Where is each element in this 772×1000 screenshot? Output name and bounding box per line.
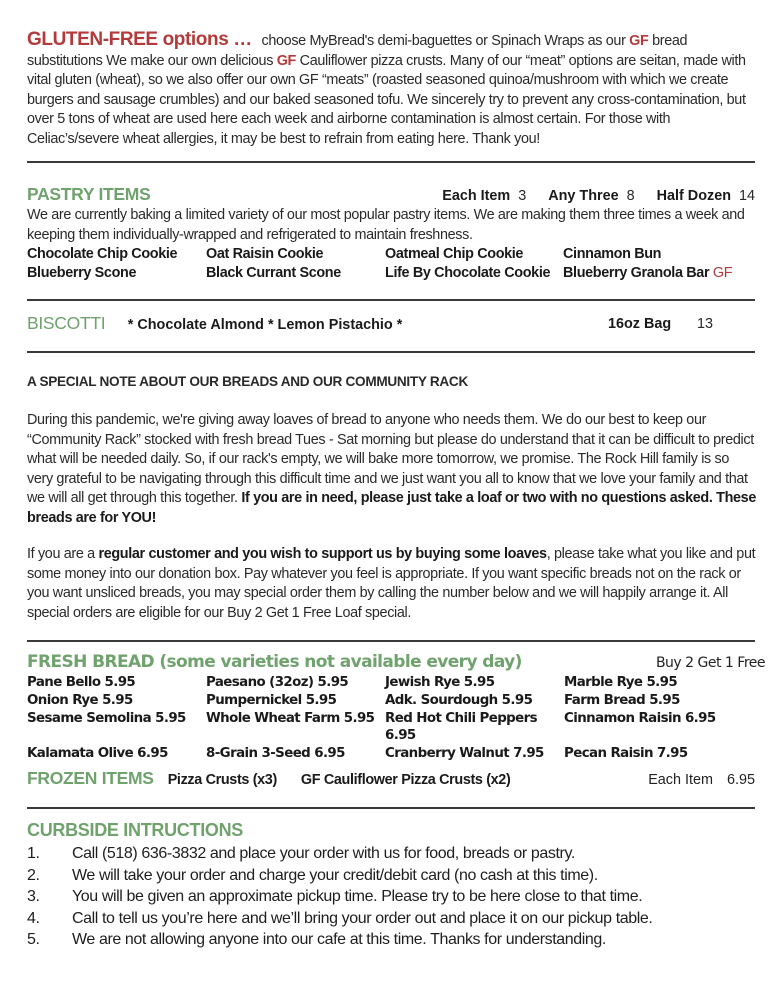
pastry-title: PASTRY ITEMS (27, 184, 151, 204)
curbside-step (27, 908, 757, 930)
bread-item: Cinnamon Raisin 6.95 (564, 710, 716, 726)
bread-item: Onion Rye 5.95 (27, 692, 133, 708)
note-bold: regular customer and you wish to support us by buying some loaves (98, 546, 547, 562)
curbside-step (27, 865, 757, 887)
curbside-step (27, 886, 757, 908)
bread-item: Adk. Sourdough 5.95 (385, 692, 533, 708)
bread-item: Sesame Semolina 5.95 (27, 710, 186, 726)
pastry-item-gf (563, 264, 755, 283)
bread-item: Whole Wheat Farm 5.95 (206, 710, 375, 726)
pastry-item: Blueberry Scone (27, 265, 137, 282)
gluten-free-text-2: bread substitutions We make our own delicious (27, 33, 688, 69)
step-number: 2. (27, 866, 40, 884)
bread-item-grid (27, 674, 755, 763)
frozen-item: GF Cauliflower Pizza Crusts (x2) (300, 772, 511, 788)
bread-item: 8-Grain 3-Seed 6.95 (206, 746, 345, 762)
step-number: 3. (27, 888, 40, 905)
pastry-item: Black Currant Scone (206, 265, 341, 282)
gluten-free-text-3: Cauliflower pizza crusts. Many of our “meat” options are seitan, made with vital gluten (wheat), so we also offer our own GF “meats” (roasted seasoned quinoa/mushroom with which we create burgers and sausage crumbles) and our baked seasoned tofu. We sincerely try to prevent any cross-contamination, but over 5 tons of wheat are used here each week and airborne contamination is almost certain. For those with Celiac’s/severe wheat allergies, it may be best to refrain from eating here. Thank you! (27, 52, 746, 147)
pastry-item: Blueberry Granola Bar (563, 265, 710, 282)
frozen-price-label: Each Item (648, 772, 713, 788)
frozen-price-value: 6.95 (726, 772, 755, 788)
pastry-item: Oatmeal Chip Cookie (385, 246, 524, 263)
step-text: Call to tell us you’re here and we’ll bring your order out and place it on our pickup table. (72, 909, 653, 927)
price-value: 14 (738, 188, 755, 204)
price-value: 8 (626, 188, 635, 204)
note-text: During this pandemic, we're giving away loaves of bread to anyone who needs them. We do our best to keep our “Community Rack” stocked with fresh bread Tues - Sat morning but please do understand that it can be difficult to predict what will be needed daily. So, if our rack's empty, we will bake more tomorrow, we promise. The Rock Hill family is so very grateful to be navigating through this difficult time and we just want you all to know that we love your family and that we will all get through this together. (27, 412, 754, 507)
step-number: 4. (27, 909, 40, 927)
fresh-bread-section (27, 652, 765, 763)
pastry-item: Cinnamon Bun (563, 246, 662, 263)
curbside-title: CURBSIDE INTRUCTIONS (27, 820, 244, 840)
note-text: If you are a (27, 546, 95, 562)
bread-item: Kalamata Olive 6.95 (27, 746, 168, 762)
bread-item: Pecan Raisin 7.95 (564, 746, 688, 762)
community-rack-title: A SPECIAL NOTE ABOUT OUR BREADS AND OUR COMMUNITY RACK (27, 374, 468, 389)
divider (27, 161, 755, 163)
pastry-item: Oat Raisin Cookie (206, 246, 324, 263)
bread-item: Pane Bello 5.95 (27, 675, 136, 690)
note-bold: If you are in need, please just take a loaf or two with no questions asked. These breads are for YOU! (27, 490, 756, 526)
curbside-section (27, 820, 757, 951)
divider (27, 640, 755, 642)
gf-tag: GF (629, 33, 649, 49)
pastry-description: We are currently baking a limited variety of our most popular pastry items. We are making them three times a week and keeping them individually-wrapped and refrigerated to maintain freshness. (27, 207, 745, 243)
biscotti-price: 13 (697, 316, 714, 332)
community-rack-paragraph-2 (27, 545, 757, 623)
curbside-step (27, 843, 757, 865)
step-number: 1. (27, 845, 40, 862)
bread-item: Cranberry Walnut 7.95 (385, 746, 544, 762)
pastry-section (27, 184, 755, 284)
fresh-bread-promo: Buy 2 Get 1 Free (655, 655, 765, 671)
pastry-item: Chocolate Chip Cookie (27, 246, 178, 263)
price-label: Any Three (548, 188, 619, 204)
biscotti-items: * Chocolate Almond * Lemon Pistachio * (127, 317, 403, 333)
bread-item: Paesano (32oz) 5.95 (206, 675, 349, 690)
step-text: We will take your order and charge your credit/debit card (no cash at this time). (72, 866, 598, 884)
divider (27, 351, 755, 353)
pastry-item-grid (27, 245, 755, 283)
biscotti-size: 16oz Bag (608, 316, 672, 332)
step-text: You will be given an approximate pickup time. Please try to be here close to that time. (72, 888, 643, 905)
curbside-steps (27, 843, 757, 951)
note-text: , please take what you like and put some money into our donation box. Pay whatever you feel is appropriate. If you want specific breads not on the rack or you want unsliced breads, you may special order them by calling the number below and we will happily arrange it. All special orders are eligible for our Buy 2 Get 1 Free Loaf special. (27, 546, 756, 621)
bread-item: Marble Rye 5.95 (564, 675, 678, 690)
bread-item: Farm Bread 5.95 (564, 692, 680, 708)
pastry-prices (420, 188, 755, 204)
gluten-free-text-1: choose MyBread's demi-baguettes or Spinach Wraps as our (261, 33, 626, 49)
gluten-free-section (27, 30, 757, 150)
price-label: Each Item (442, 188, 511, 204)
gf-tag: GF (276, 52, 296, 69)
curbside-step (27, 929, 757, 951)
divider (27, 807, 755, 809)
bread-item: Jewish Rye 5.95 (385, 675, 495, 690)
community-rack-paragraph-1 (27, 411, 757, 529)
step-text: Call (518) 636-3832 and place your order with us for food, breads or pastry. (72, 845, 575, 862)
bread-item: Red Hot Chili Peppers 6.95 (385, 710, 538, 744)
frozen-title: FROZEN ITEMS (27, 768, 154, 788)
pastry-item: Life By Chocolate Cookie (385, 265, 551, 282)
frozen-price (648, 772, 755, 788)
step-number: 5. (27, 931, 40, 948)
biscotti-title: BISCOTTI (27, 313, 106, 333)
bread-item: Pumpernickel 5.95 (206, 692, 337, 708)
fresh-bread-title: FRESH BREAD (some varieties not available every day) (27, 652, 522, 672)
frozen-section (27, 768, 755, 789)
divider (27, 299, 755, 301)
gf-tag: GF (712, 265, 733, 282)
price-value: 3 (518, 188, 527, 204)
frozen-item: Pizza Crusts (x3) (167, 772, 277, 788)
gluten-free-title: GLUTEN-FREE options … (27, 29, 252, 50)
price-label: Half Dozen (656, 188, 731, 204)
biscotti-section (27, 313, 755, 334)
step-text: We are not allowing anyone into our cafe at this time. Thanks for understanding. (72, 931, 606, 948)
